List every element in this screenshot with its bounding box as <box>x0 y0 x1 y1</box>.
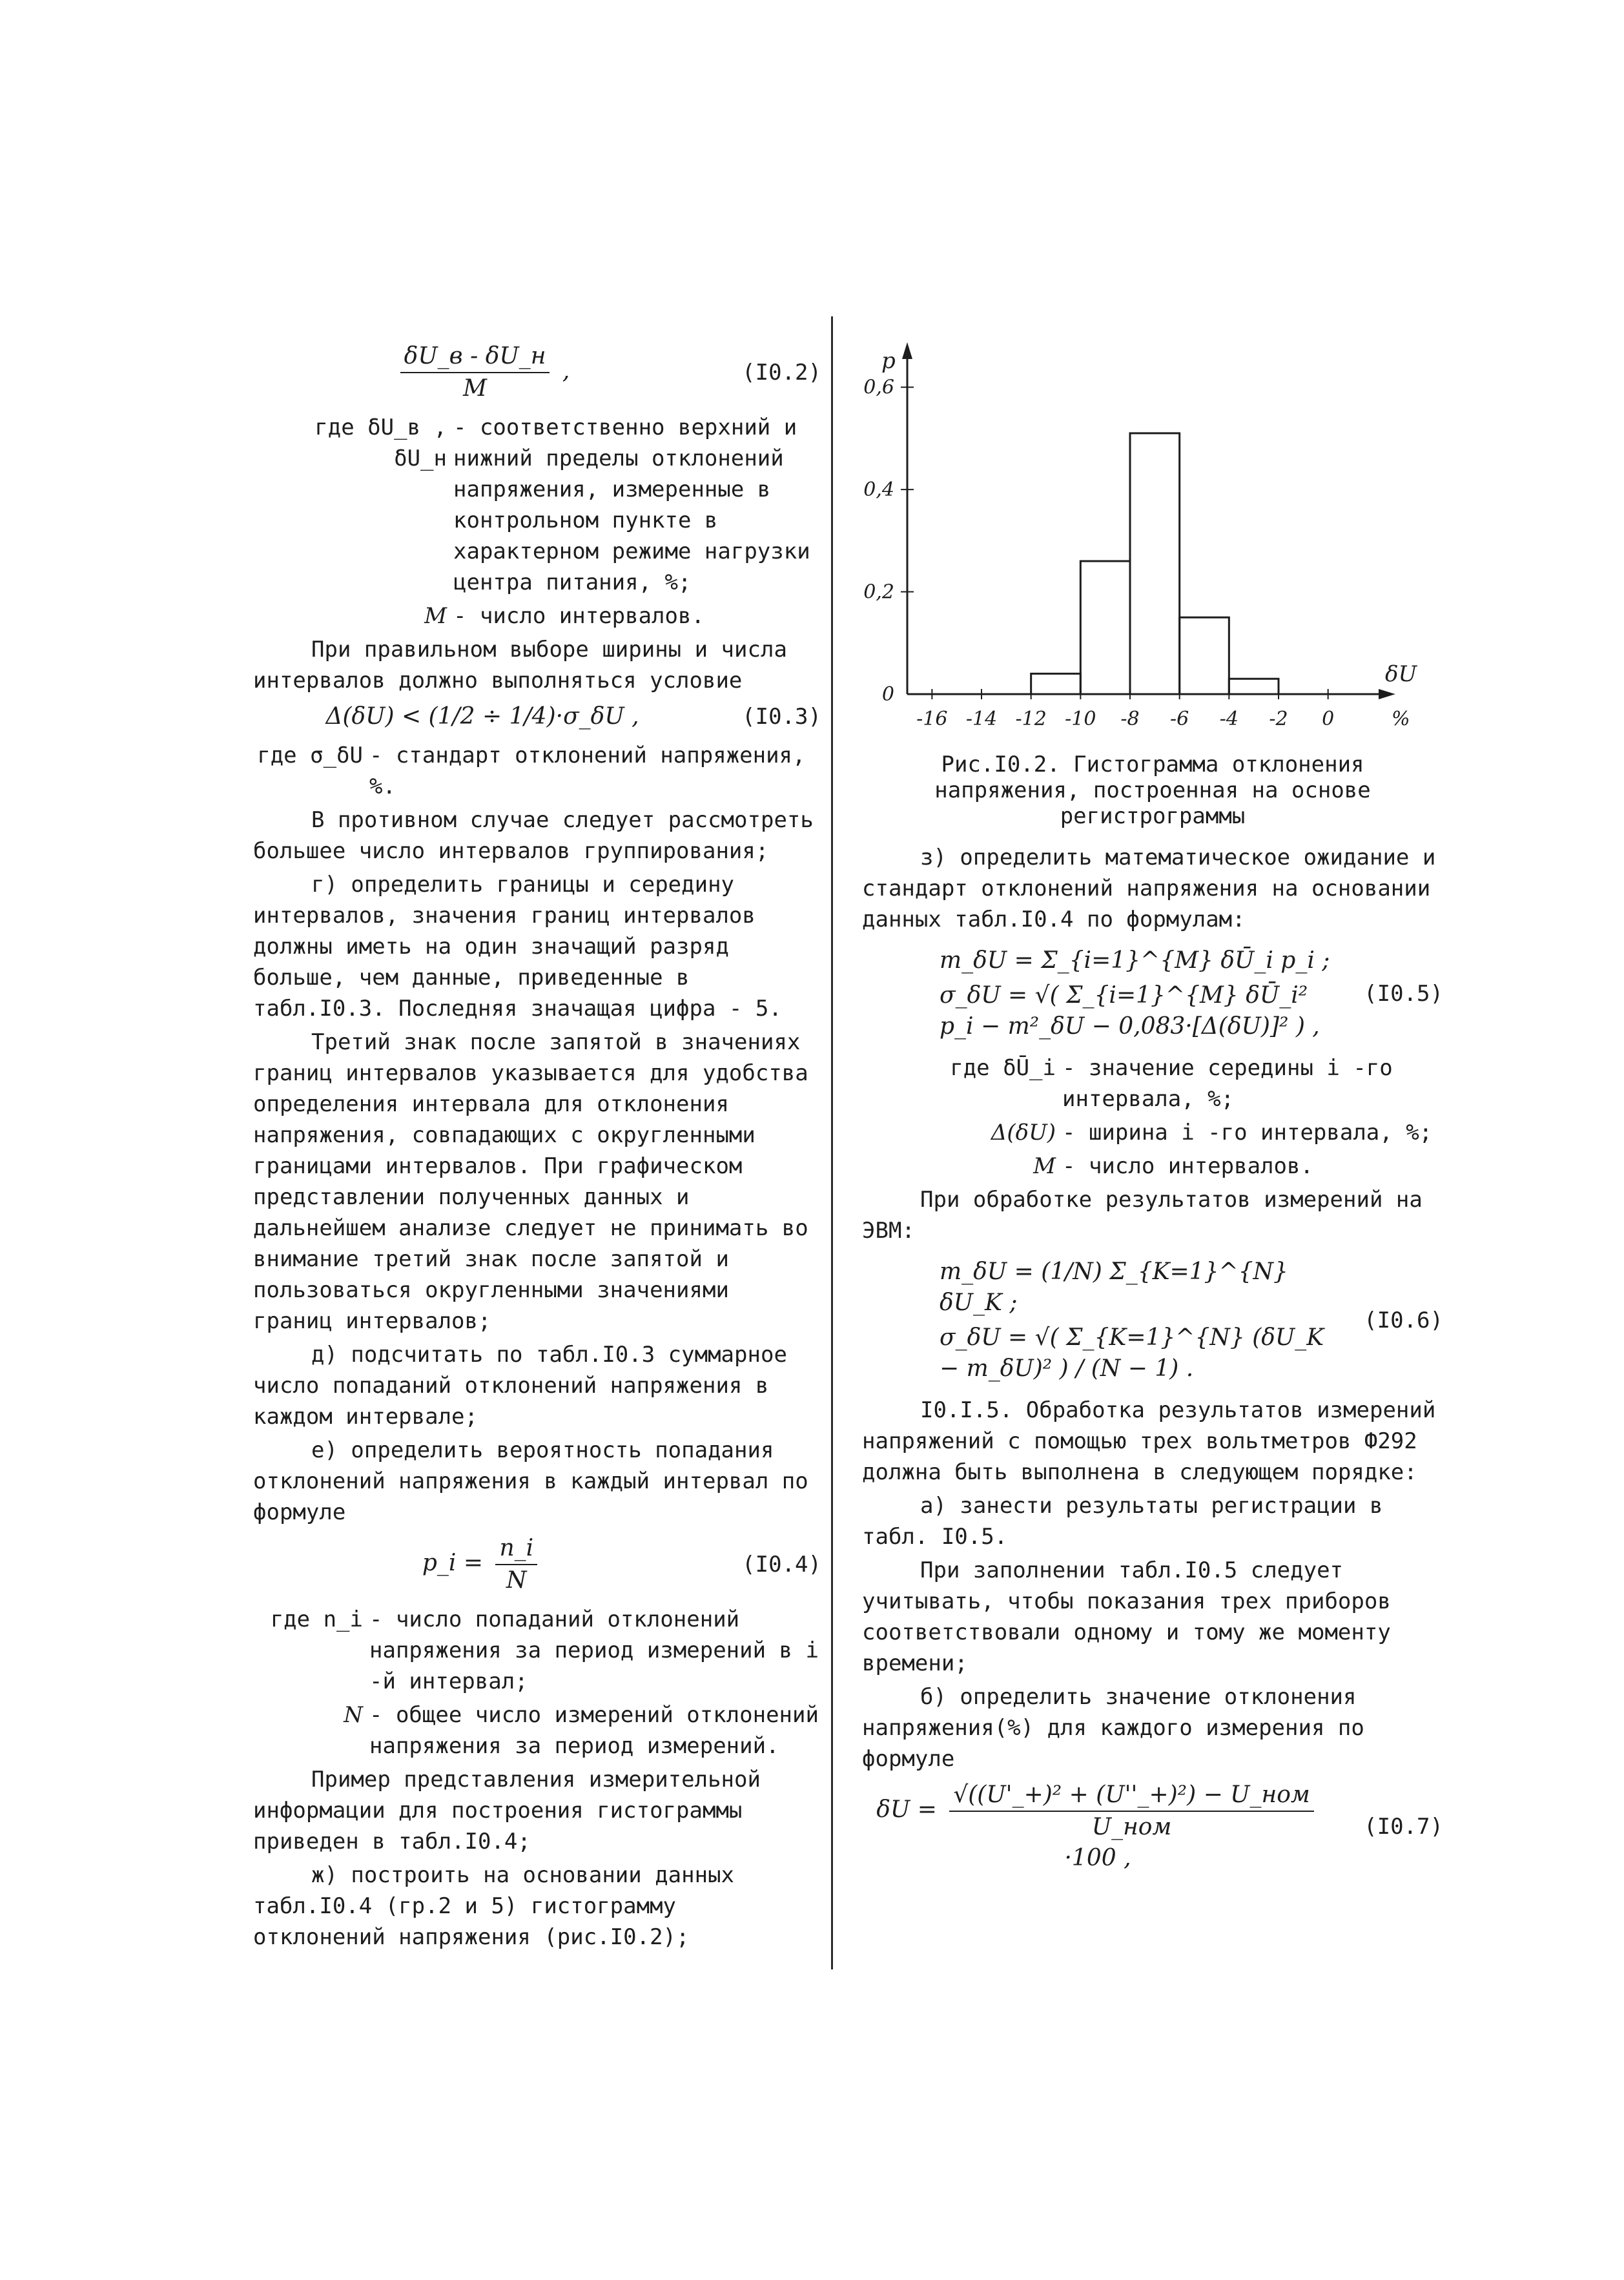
fraction-numerator: √((U'_+)² + (U''_+)²) − U_ном <box>949 1780 1313 1812</box>
definition-desc: - общее число измерений отклонений напряжения за период измерений. <box>369 1702 819 1759</box>
equation-number: (I0.5) <box>1364 981 1443 1007</box>
paragraph: г) определить границы и середину интервалов, значения границ интервалов должны иметь на один значащий разряд больше, чем данные, приведенные в табл.I0.3. Последняя значащая цифра - 5. <box>253 872 782 1022</box>
definition-item <box>862 1117 1443 1148</box>
x-axis-arrow <box>1379 689 1395 699</box>
equation-number: (I0.6) <box>1364 1308 1443 1333</box>
definition-item <box>253 1604 821 1697</box>
paragraph: д) подсчитать по табл.I0.3 суммарное число попаданий отклонений напряжения в каждом интервале; <box>253 1342 787 1430</box>
histogram-bar <box>1130 433 1180 694</box>
equation-10-5 <box>862 941 1443 1046</box>
definition-item <box>253 412 821 598</box>
y-tick-label: 0,4 <box>863 478 894 502</box>
paragraph: В противном случае следует рассмотреть большее число интервалов группирования; <box>253 807 814 864</box>
definition-item <box>253 1700 821 1761</box>
definition-term: где δU_в , δU_н <box>314 415 447 471</box>
fraction <box>400 341 550 404</box>
definition-term: M <box>424 603 447 629</box>
definition-term: M <box>1033 1153 1056 1179</box>
definition-desc: - число попаданий отклонений напряжения за период измерений в i -й интервал; <box>369 1607 819 1694</box>
x-tick-label: -10 <box>1065 708 1096 730</box>
definition-term: где n_i <box>270 1607 363 1632</box>
equation-lines <box>862 941 1333 1046</box>
paragraph: Пример представления измерительной информации для построения гистограммы приведен в табл.I0.4; <box>253 1767 761 1854</box>
definition-desc: - ширина i -го интервала, %; <box>1062 1120 1433 1145</box>
fraction-numerator: n_i <box>495 1533 537 1565</box>
equation-number: (I0.2) <box>742 360 821 385</box>
fraction-numerator: δU_в - δU_н <box>400 341 550 373</box>
definition-item <box>253 740 821 802</box>
fraction-denominator: M <box>463 375 487 402</box>
equation-lhs: δU = <box>876 1796 937 1823</box>
x-tick-label: 0 <box>1322 708 1335 730</box>
y-tick-label: 0,6 <box>863 376 894 399</box>
definition-item <box>862 1151 1443 1182</box>
x-axis-label: δU <box>1385 661 1417 687</box>
histogram-bar <box>1180 617 1229 694</box>
histogram-bar <box>1229 679 1279 694</box>
histogram-chart <box>862 336 1443 749</box>
x-tick-label: -16 <box>916 708 948 730</box>
equation-10-3 <box>253 701 821 732</box>
paragraph: При заполнении табл.I0.5 следует учитывать, чтобы показания трех приборов соответствовали одному и тому же моменту времени; <box>862 1557 1391 1676</box>
x-tick-label: -12 <box>1015 708 1047 730</box>
x-tick-label: -2 <box>1269 708 1288 730</box>
equation-lhs: p_i = <box>422 1550 483 1576</box>
equation-line: σ_δU = √( Σ_{i=1}^{M} δŪ_i² p_i − m²_δU − 0,083·[Δ(δU)]² ) , <box>940 982 1320 1040</box>
paragraph: При правильном выборе ширины и числа интервалов должно выполняться условие <box>253 637 787 693</box>
paragraph: а) занести результаты регистрации в табл. I0.5. <box>862 1493 1383 1550</box>
paragraph: з) определить математическое ожидание и стандарт отклонений напряжения на основании данных табл.I0.4 по формулам: <box>862 845 1436 932</box>
y-axis-label: p <box>881 348 896 374</box>
x-axis-unit: % <box>1392 708 1410 730</box>
equation-10-7 <box>862 1780 1443 1874</box>
equation-expression <box>253 1533 712 1596</box>
definition-desc: - соответственно верхний и нижний пределы отклонений напряжения, измеренные в контрольном пункте в характерном режиме нагрузки центра питания, %; <box>453 415 810 595</box>
right-column <box>862 336 1443 1882</box>
equation-10-2 <box>253 341 821 404</box>
x-tick-label: -6 <box>1170 708 1189 730</box>
paragraph: б) определить значение отклонения напряжения(%) для каждого измерения по формуле <box>862 1684 1364 1772</box>
equation-tail: ·100 , <box>1064 1845 1131 1871</box>
definition-desc: - стандарт отклонений напряжения, %. <box>369 743 806 799</box>
equation-number: (I0.7) <box>1364 1814 1443 1840</box>
definition-term: где σ_δU <box>257 743 363 768</box>
left-column <box>253 336 821 1955</box>
y-tick-label: 0 <box>881 683 894 706</box>
equation-number: (I0.4) <box>742 1552 821 1577</box>
equation-line: m_δU = (1/N) Σ_{K=1}^{N} δU_K ; <box>940 1258 1288 1316</box>
equation-line: σ_δU = √( Σ_{K=1}^{N} (δU_K − m_δU)² ) / (N − 1) . <box>940 1324 1324 1382</box>
definition-term: N <box>344 1702 363 1728</box>
definition-desc: - значение середины i -го интервала, %; <box>1062 1055 1393 1112</box>
definition-term: Δ(δU) <box>991 1120 1056 1145</box>
x-tick-label: -4 <box>1219 708 1239 730</box>
fraction-denominator: U_ном <box>1091 1814 1172 1840</box>
definition-item <box>253 601 821 632</box>
x-tick-label: -8 <box>1120 708 1140 730</box>
paragraph: е) определить вероятность попадания отклонений напряжения в каждый интервал по формуле <box>253 1437 808 1525</box>
fraction <box>949 1780 1313 1843</box>
y-axis-arrow <box>902 342 912 359</box>
histogram-figure <box>862 336 1443 749</box>
equation-expression <box>862 1780 1333 1874</box>
equation-number: (I0.3) <box>742 704 821 730</box>
equation-10-4 <box>253 1533 821 1596</box>
figure-caption: Рис.I0.2. Гистограмма отклонения напряжения, построенная на основе регистрограммы <box>934 752 1371 829</box>
equation-expression: Δ(δU) < (1/2 ÷ 1/4)·σ_δU , <box>325 703 639 730</box>
histogram-bar <box>1080 561 1130 694</box>
paragraph: При обработке результатов измерений на ЭВМ: <box>862 1187 1423 1244</box>
y-tick-label: 0,2 <box>863 580 894 604</box>
histogram-bar <box>1031 673 1081 694</box>
column-divider <box>831 316 833 1969</box>
paragraph: Третий знак после запятой в значениях границ интервалов указывается для удобства определения интервала для отклонения напряжения, совпадающих с округленными границами интервалов. При графическом представлении полученных данных и дальнейшем анализе следует не принимать во внимание третий знак после запятой и пользоваться округленными значениями границ интервалов; <box>253 1029 808 1334</box>
equation-lines <box>862 1253 1333 1388</box>
equation-10-6 <box>862 1253 1443 1388</box>
definition-item <box>862 1053 1443 1114</box>
equation-expression: $\frac{\delta U\_в - \delta U\_н}{M}$ , <box>253 341 712 404</box>
x-tick-label: -14 <box>965 708 998 730</box>
paragraph: ж) построить на основании данных табл.I0.4 (гр.2 и 5) гистограмму отклонений напряжения (рис.I0.2); <box>253 1862 735 1950</box>
paragraph: I0.I.5. Обработка результатов измерений напряжений с помощью трех вольтметров Ф292 должна быть выполнена в следующем порядке: <box>862 1397 1436 1485</box>
definition-desc: - число интервалов. <box>1062 1153 1313 1179</box>
fraction <box>495 1533 537 1596</box>
equation-line: m_δU = Σ_{i=1}^{M} δŪ_i p_i ; <box>940 947 1330 974</box>
fraction-denominator: N <box>506 1567 527 1594</box>
definition-term: где δŪ_i <box>950 1055 1056 1081</box>
definition-desc: - число интервалов. <box>453 603 704 629</box>
